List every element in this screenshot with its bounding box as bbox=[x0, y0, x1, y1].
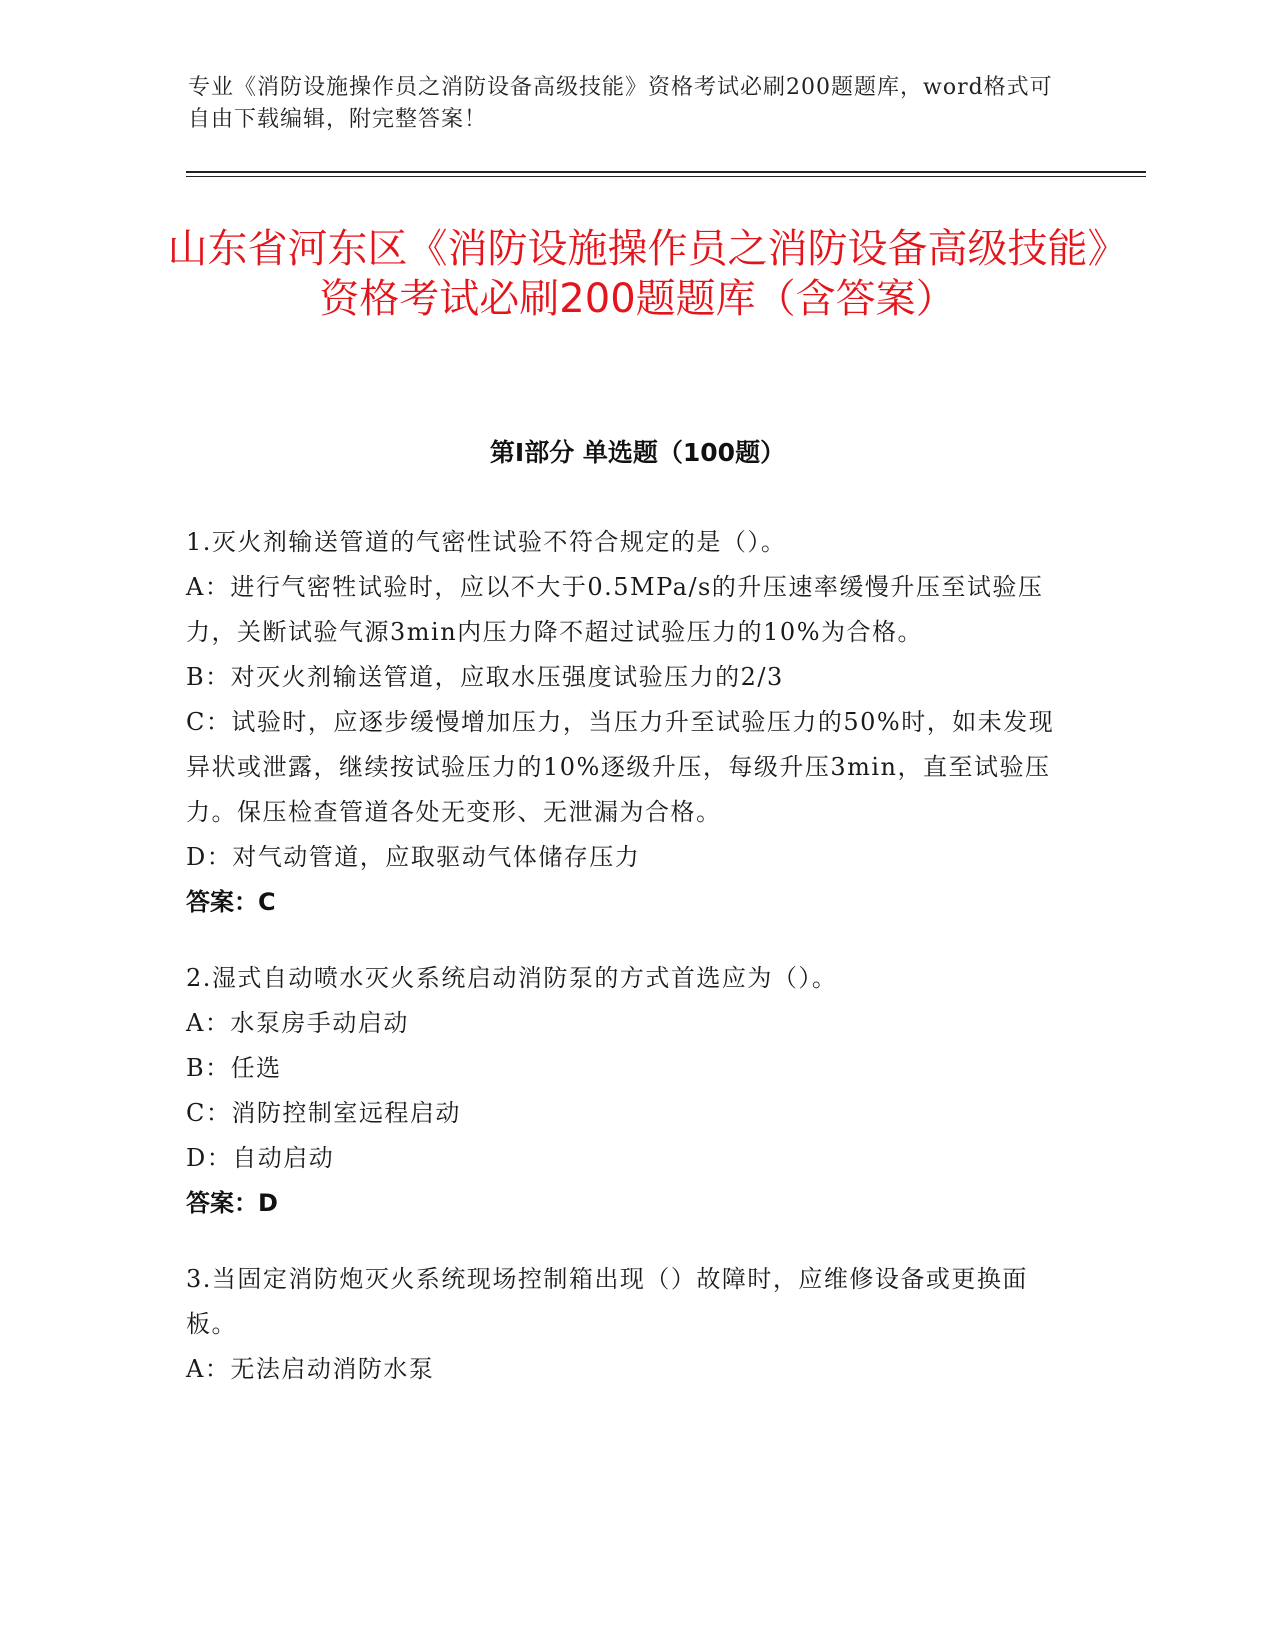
document-title: 山东省河东区《消防设施操作员之消防设备高级技能》资格考试必刷200题题库（含答案） bbox=[167, 226, 1108, 322]
question-text: 1.灭火剂输送管道的气密性试验不符合规定的是（）。 bbox=[186, 528, 787, 556]
option-d: D：自动启动 bbox=[186, 1144, 335, 1172]
question-3 bbox=[186, 1257, 1066, 1392]
option-a: A：无法启动消防水泵 bbox=[186, 1355, 435, 1383]
question-text: 3.当固定消防炮灭火系统现场控制箱出现（）故障时，应维修设备或更换面板。 bbox=[186, 1265, 1028, 1338]
answer-label: 答案：D bbox=[186, 1189, 278, 1217]
option-b: B：对灭火剂输送管道，应取水压强度试验压力的2/3 bbox=[186, 663, 784, 691]
header-rule-thin bbox=[186, 176, 1146, 177]
option-c: C：消防控制室远程启动 bbox=[186, 1099, 461, 1127]
section-heading: 第I部分 单选题（100题） bbox=[489, 438, 786, 467]
option-a: A：水泵房手动启动 bbox=[186, 1009, 409, 1037]
option-b: B：任选 bbox=[186, 1054, 282, 1082]
answer-label: 答案：C bbox=[186, 888, 276, 916]
option-a: A：进行气密牲试验时，应以不大于0.5MPa/s的升压速率缓慢升压至试验压力，关断试验气源3min内压力降不超过试验压力的10%为合格。 bbox=[186, 573, 1044, 646]
question-1 bbox=[186, 520, 1066, 925]
header-note: 专业《消防设施操作员之消防设备高级技能》资格考试必刷200题题库，word格式可自由下载编辑，附完整答案！ bbox=[188, 75, 1053, 132]
question-2 bbox=[186, 956, 1066, 1226]
question-list bbox=[186, 520, 1066, 1423]
question-text: 2.湿式自动喷水灭火系统启动消防泵的方式首选应为（）。 bbox=[186, 964, 838, 992]
option-c: C：试验时，应逐步缓慢增加压力，当压力升至试验压力的50%时，如未发现异状或泄露，继续按试验压力的10%逐级升压，每级升压3min，直至试验压力。保压检查管道各处无变形、无泄漏为合格。 bbox=[186, 708, 1055, 826]
option-d: D：对气动管道，应取驱动气体储存压力 bbox=[186, 843, 641, 871]
header-rule-thick bbox=[186, 171, 1146, 173]
